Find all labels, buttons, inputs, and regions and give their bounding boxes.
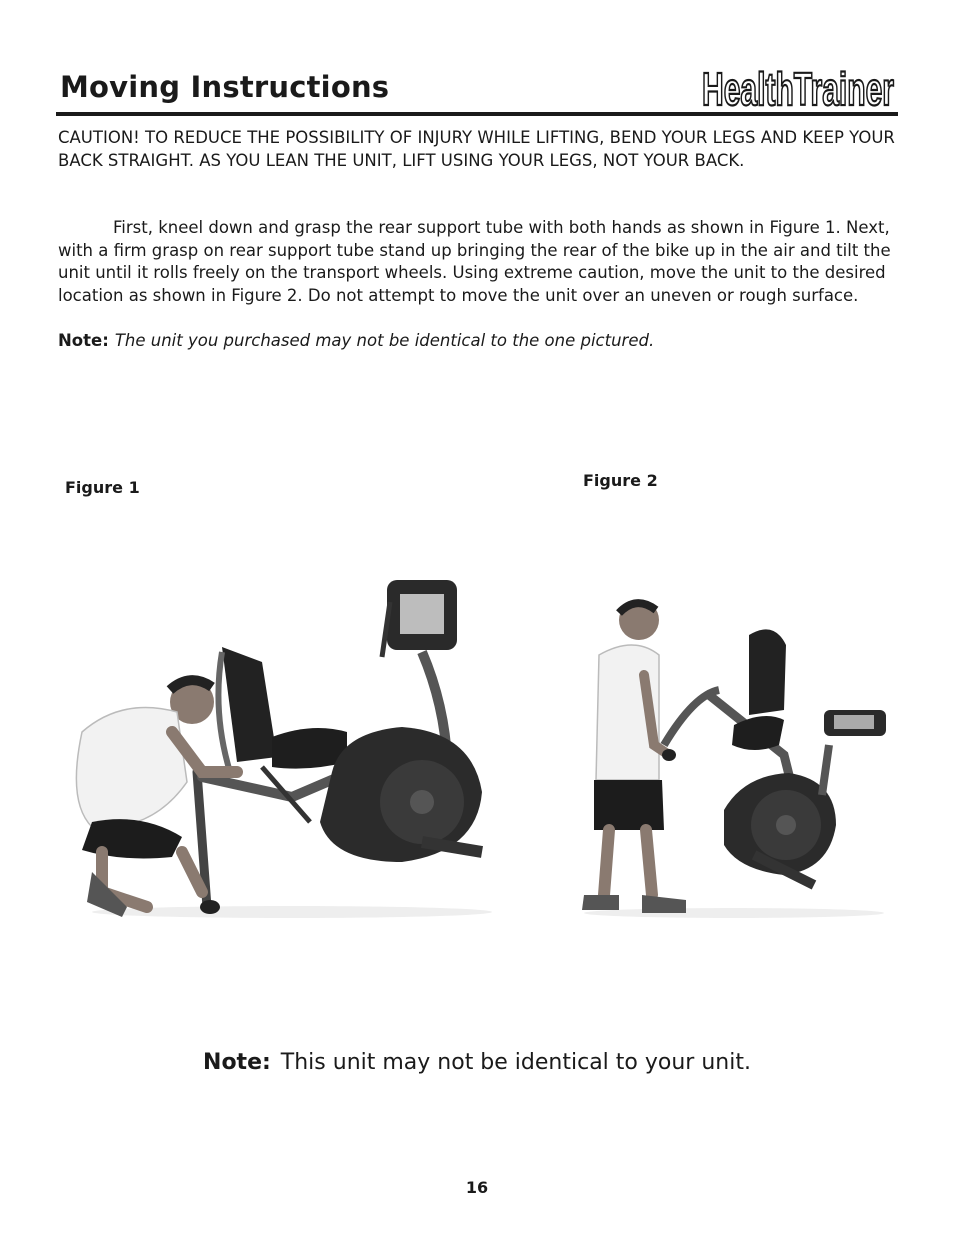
note-text: The unit you purchased may not be identical to the one pictured. xyxy=(114,331,655,350)
header-rule xyxy=(56,112,898,116)
svg-text:HealthTrainer: HealthTrainer xyxy=(702,63,895,110)
page-title: Moving Instructions xyxy=(60,70,390,104)
instructions-text: First, kneel down and grasp the rear support tube with both hands as shown in Figure 1. Next, with a firm grasp on rear support tube stand up bringing the rear of the bike up in the air and tilt the unit until it rolls freely on the transport wheels. Using extreme caution, move the unit to the desired location as shown in Figure 2. Do not attempt to move the unit over an uneven or rough surface. xyxy=(58,218,891,305)
healthtrainer-logo xyxy=(700,58,896,110)
figure-1-label: Figure 1 xyxy=(65,478,140,497)
bottom-note-text: This unit may not be identical to your unit. xyxy=(280,1050,751,1075)
caution-text: CAUTION! TO REDUCE THE POSSIBILITY OF INJURY WHILE LIFTING, BEND YOUR LEGS AND KEEP YOUR BACK STRAIGHT. AS YOU LEAN THE UNIT, LIFT USING YOUR LEGS, NOT YOUR BACK. xyxy=(58,128,895,170)
bottom-note xyxy=(0,1050,954,1075)
note-line xyxy=(58,330,898,353)
figure-2-photo xyxy=(574,595,896,920)
page-number: 16 xyxy=(465,1178,489,1197)
bottom-note-label: Note: xyxy=(203,1050,271,1075)
figure-2-label: Figure 2 xyxy=(583,471,658,490)
figure-1-photo xyxy=(62,572,492,922)
note-label: Note: xyxy=(58,331,109,350)
instructions-paragraph xyxy=(58,217,898,307)
